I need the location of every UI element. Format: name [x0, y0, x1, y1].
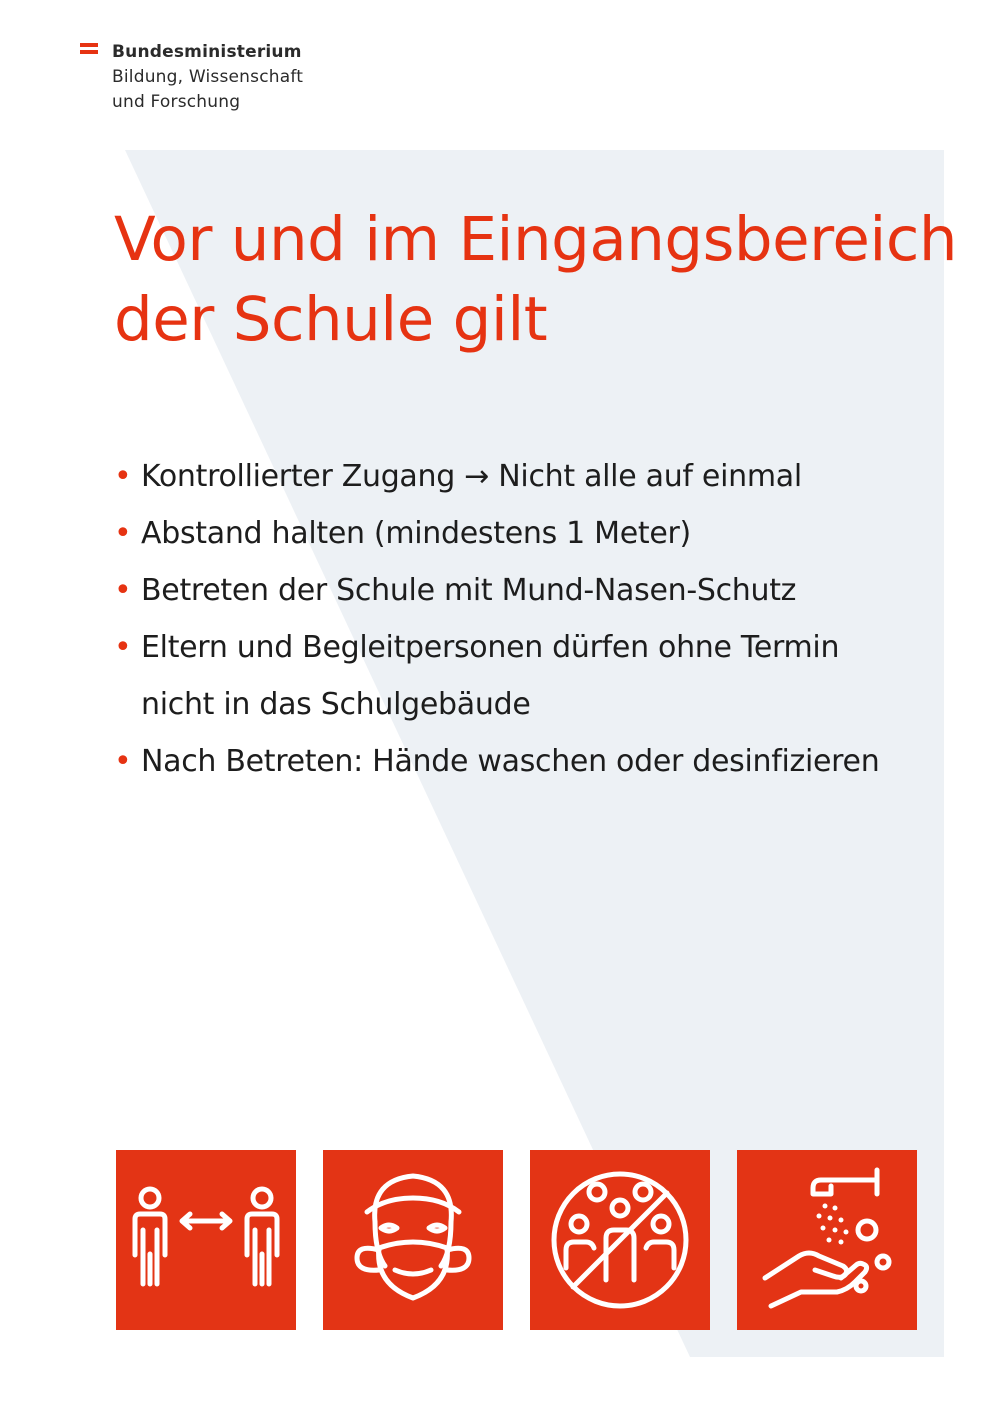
ministry-name-line2: Bildung, Wissenschaft [112, 67, 304, 87]
rules-list [114, 448, 954, 790]
ministry-name-line3: und Forschung [112, 92, 241, 112]
title-line1: Vor und im Eingangsbereich [114, 204, 958, 275]
distance-icon [116, 1150, 296, 1330]
list-item [114, 619, 954, 733]
austria-flag-icon [80, 43, 98, 54]
icon-row [116, 1150, 916, 1330]
list-item [114, 562, 954, 619]
rule-text: Abstand halten (mindestens 1 Meter) [141, 516, 691, 551]
bullet: • [114, 516, 132, 551]
rule-text: Eltern und Begleitpersonen dürfen ohne Termin nicht in das Schulgebäude [141, 630, 840, 722]
bullet: • [114, 573, 132, 608]
hand-washing-icon [737, 1150, 917, 1330]
bullet: • [114, 744, 132, 779]
list-item [114, 733, 954, 790]
no-crowd-icon [530, 1150, 710, 1330]
face-mask-icon [323, 1150, 503, 1330]
list-item [114, 505, 954, 562]
list-item [114, 448, 954, 505]
ministry-name-line1: Bundesministerium [112, 42, 302, 62]
title-line2: der Schule gilt [114, 284, 548, 355]
ministry-logo [80, 40, 303, 115]
page-title [114, 200, 958, 360]
rule-text: Nach Betreten: Hände waschen oder desinfizieren [141, 744, 880, 779]
rule-text: Betreten der Schule mit Mund-Nasen-Schutz [141, 573, 797, 608]
rule-text: Kontrollierter Zugang → Nicht alle auf einmal [141, 459, 802, 494]
bullet: • [114, 630, 132, 665]
bullet: • [114, 459, 132, 494]
